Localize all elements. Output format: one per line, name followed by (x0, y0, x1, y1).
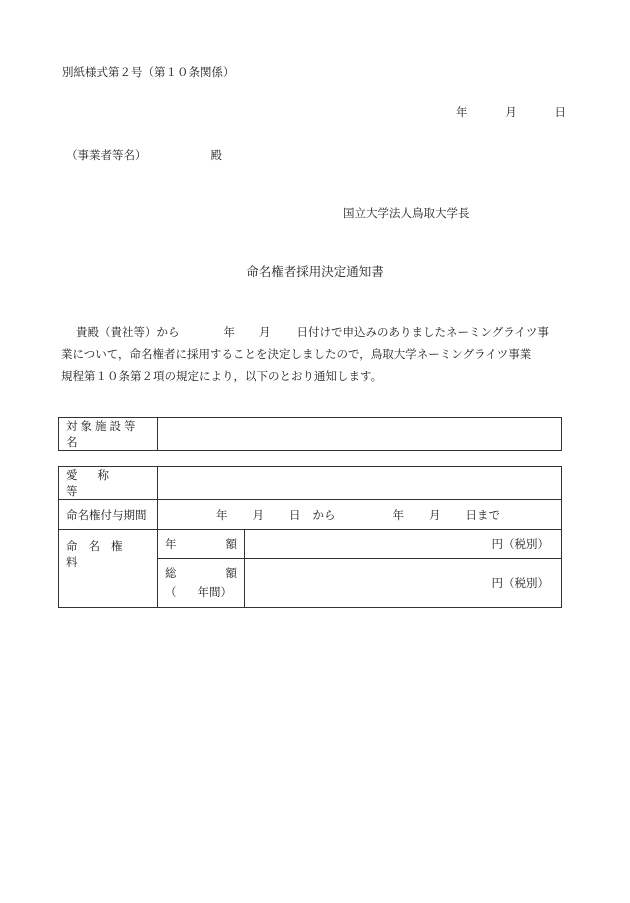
nickname-value (158, 467, 562, 500)
facility-label (59, 418, 158, 451)
annual-fee-label (158, 530, 245, 559)
date-year-label: 年 (456, 105, 468, 119)
period-month-2: 月 (429, 507, 441, 522)
facility-table (58, 417, 562, 451)
body-line-1-end: 日付けで申込みのありましたネーミングライツ事 (296, 325, 549, 339)
facility-row (59, 418, 562, 451)
annual-fee-label-a: 年 (165, 537, 177, 551)
document-title: 命名権者採用決定通知書 (246, 264, 384, 279)
period-row (59, 500, 562, 530)
period-from: から (312, 507, 336, 522)
period-year-1: 年 (216, 507, 228, 522)
date-month-label: 月 (505, 105, 517, 119)
details-table (58, 466, 562, 608)
total-fee-value: 円（税別） (245, 559, 562, 608)
total-fee-label-a: 総 (165, 566, 177, 580)
period-year-2: 年 (392, 507, 404, 522)
annual-fee-label-inner (165, 536, 237, 552)
nickname-row (59, 467, 562, 500)
body-line-1-year: 年 (223, 325, 235, 339)
annual-fee-row (59, 530, 562, 559)
period-day-1: 日 (289, 507, 301, 522)
period-label: 命名権付与期間 (59, 500, 158, 530)
form-number: 別紙様式第２号（第１０条関係） (62, 65, 235, 79)
body-line-1 (61, 321, 571, 343)
period-value (158, 500, 562, 530)
annual-fee-label-b: 額 (225, 537, 237, 551)
addressee-label: （事業者等名） (66, 148, 147, 162)
total-fee-years-open: （ (165, 585, 177, 599)
body-text (61, 321, 571, 387)
total-fee-label-line-1 (165, 564, 237, 583)
annual-fee-value: 円（税別） (245, 530, 562, 559)
nickname-label (59, 467, 158, 500)
total-fee-years-close: 年間） (197, 585, 232, 599)
body-line-3: 規程第１０条第２項の規定により，以下のとおり通知します。 (61, 369, 383, 383)
period-day-2: 日まで (465, 507, 500, 522)
period-month-1: 月 (252, 507, 264, 522)
total-fee-years (165, 583, 237, 602)
facility-label-text: 対象施設等名 (66, 419, 139, 449)
facility-value (158, 418, 562, 451)
body-line-1-start: 貴殿（貴社等）から (76, 325, 180, 339)
issuer: 国立大学法人鳥取大学長 (343, 206, 470, 220)
date-line (456, 104, 566, 120)
body-line-1-month: 月 (259, 325, 271, 339)
total-fee-label-b: 額 (225, 566, 237, 580)
addressee (66, 147, 222, 163)
body-line-2: 業について，命名権者に採用することを決定しましたので，鳥取大学ネーミングライツ事業 (61, 347, 532, 361)
date-day-label: 日 (554, 105, 566, 119)
total-fee-label (158, 559, 245, 608)
nickname-label-text: 愛称等 (66, 468, 129, 498)
fee-label (59, 530, 158, 608)
addressee-honorific: 殿 (210, 148, 222, 162)
fee-label-text: 命名権料 (66, 539, 134, 569)
